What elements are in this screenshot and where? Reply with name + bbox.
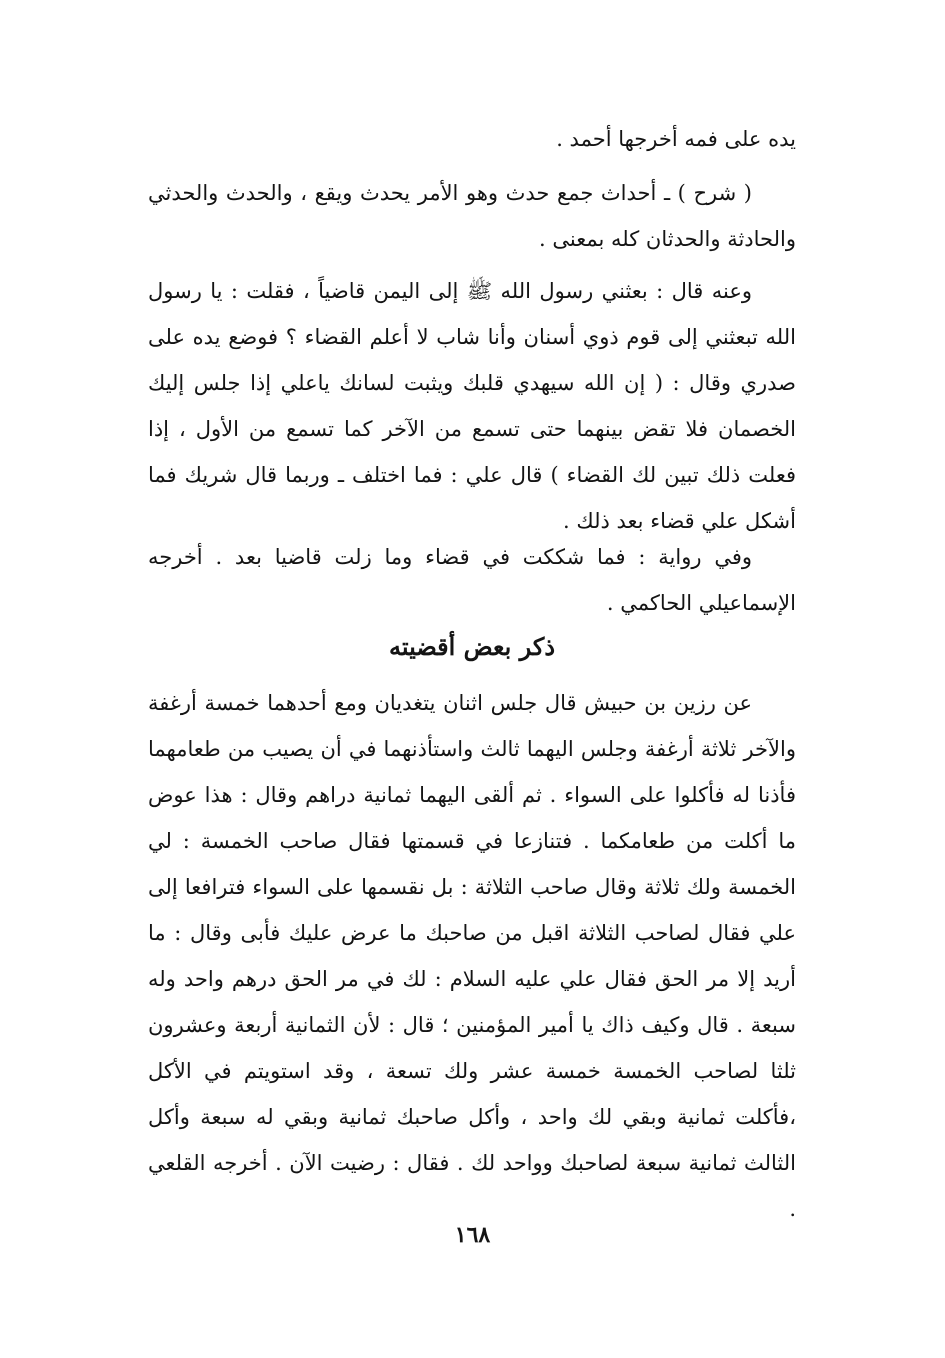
paragraph-text: ( شرح ) ـ أحداث جمع حدث وهو الأمر يحدث ويقع ، والحدث والحدثي والحادثة والحدثان كله بمعنى .: [148, 181, 796, 251]
paragraph-continuation: [148, 116, 796, 162]
paragraph-story: [148, 680, 796, 1232]
paragraph-text: وعنه قال : بعثني رسول الله ﷺ إلى اليمن قاضياً ، فقلت : يا رسول الله تبعثني إلى قوم ذوي أسنان وأنا شاب لا أعلم القضاء ؟ فوضع يده على صدري وقال : ( إن الله سيهدي قلبك ويثبت لسانك ياعلي إذا جلس إليك الخصمان فلا تقض بينهما حتى تسمع من الآخر كما تسمع من الأول ، إذا فعلت ذلك تبين لك القضاء ) قال علي : فما اختلف ـ وربما قال شريك فما أشكل علي قضاء بعد ذلك .: [148, 279, 796, 533]
paragraph-text: عن رزين بن حبيش قال جلس اثنان يتغديان ومع أحدهما خمسة أرغفة والآخر ثلاثة أرغفة وجلس اليهما ثالث واستأذنهما في أن يصيب من طعامهما فأذنا له فأكلوا على السواء . ثم ألقى اليهما ثمانية دراهم وقال : هذا عوض ما أكلت من طعامكما . فتنازعا في قسمتها فقال صاحب الخمسة : لي الخمسة ولك ثلاثة وقال صاحب الثلاثة : بل نقسمها على السواء فترافعا إلى علي فقال لصاحب الثلاثة اقبل من صاحبك ما عرض عليك فأبى وقال : ما أريد إلا مر الحق فقال علي عليه السلام : لك في مر الحق درهم واحد وله سبعة . قال وكيف ذاك يا أمير المؤمنين ؛ قال : لأن الثمانية أربعة وعشرون ثلثا لصاحب الخمسة خمسة عشر ولك تسعة ، وقد استويتم في الأكل ،فأكلت ثمانية وبقي لك واحد ، وأكل صاحبك ثمانية وبقي له سبعة وأكل الثالث ثمانية سبعة لصاحبك وواحد لك . فقال : رضيت الآن . أخرجه القلعي .: [148, 691, 796, 1221]
page-number: ١٦٨: [454, 1222, 491, 1248]
paragraph-commentary: [148, 170, 796, 262]
paragraph-narration: [148, 268, 796, 544]
paragraph-text: يده على فمه أخرجها أحمد .: [556, 127, 796, 151]
paragraph-text: وفي رواية : فما شككت في قضاء وما زلت قاضيا بعد . أخرجه الإسماعيلي الحاكمي .: [148, 545, 796, 615]
paragraph-riwaya: [148, 534, 796, 626]
section-heading: ذكر بعض أقضيته: [388, 632, 556, 661]
